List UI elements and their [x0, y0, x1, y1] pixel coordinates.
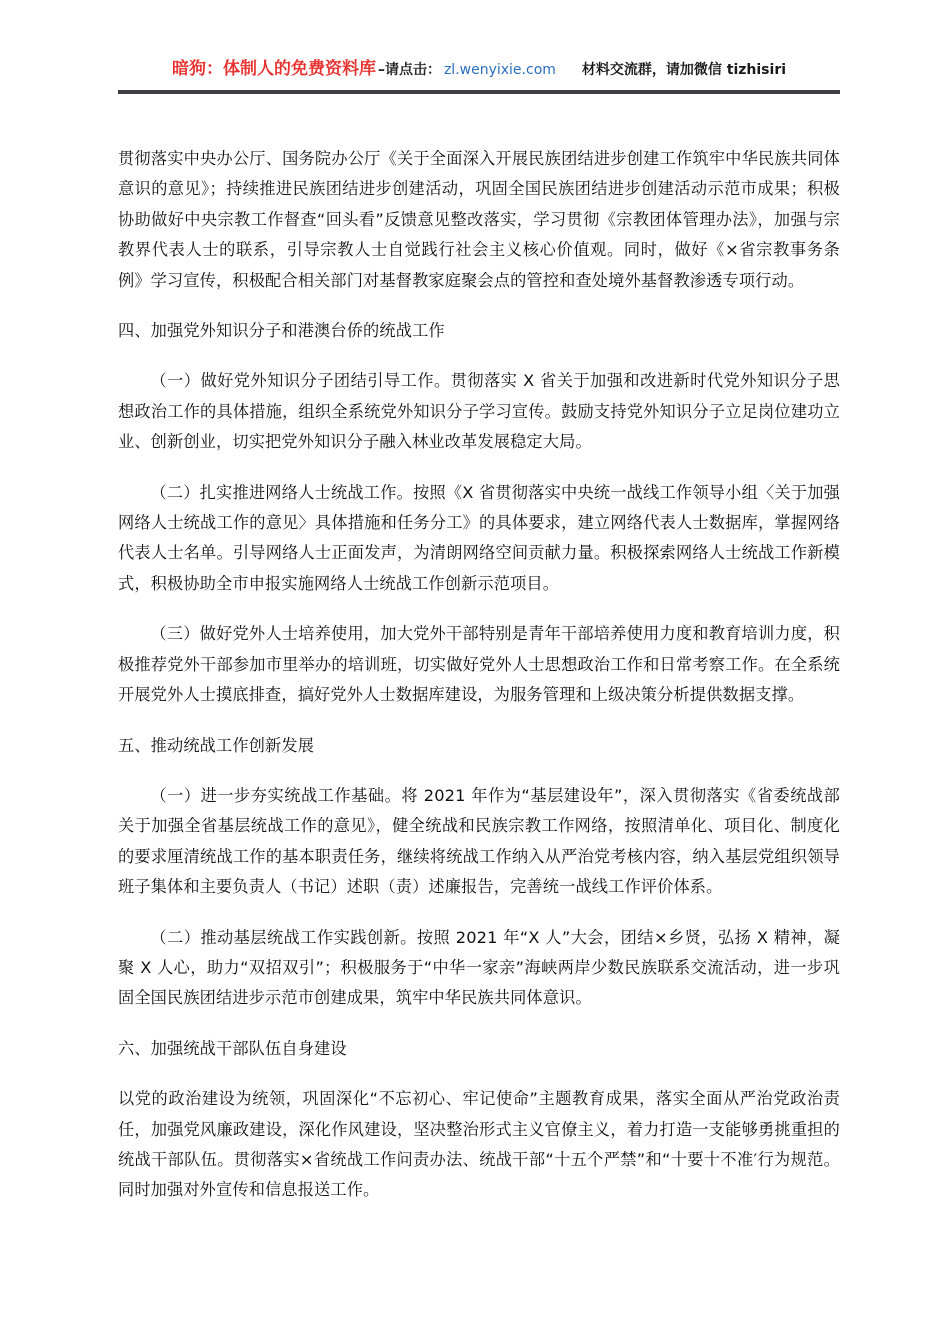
- paragraph-6-body: 以党的政治建设为统领，巩固深化“不忘初心、牢记使命”主题教育成果，落实全面从严治党政治责任，加强党风廉政建设，深化作风建设，坚决整治形式主义官僚主义，着力打造一支能够勇挑重担的统战干部队伍。贯彻落实×省统战工作问责办法、统战干部“十五个严禁”和“十要十不准′行为规范。同时加强对外宣传和信息报送工作。: [118, 1089, 840, 1200]
- heading-section-six: 六、加强统战干部队伍自身建设: [118, 1038, 347, 1058]
- promo-click-label: –请点击：: [377, 62, 441, 78]
- paragraph-religious-affairs: 贯彻落实中央办公厅、国务院办公厅《关于全面深入开展民族团结进步创建工作筑牢中华民族共同体意识的意见》；持续推进民族团结进步创建活动，巩固全国民族团结进步创建活动示范市成果；积极协助做好中央宗教工作督查“回头看”反馈意见整改落实，学习贯彻《宗教团体管理办法》，加强与宗教界代表人士的联系，引导宗教人士自觉践行社会主义核心价值观。同时，做好《×省宗教事务条例》学习宣传，积极配合相关部门对基督教家庭聚会点的管控和查处境外基督教渗透专项行动。: [118, 149, 840, 290]
- heading-section-four: 四、加强党外知识分子和港澳台侨的统战工作: [118, 321, 445, 341]
- promo-site-link[interactable]: zl.wenyixie.com: [443, 62, 556, 78]
- paragraph-5-1: （一）进一步夯实统战工作基础。将 2021 年作为“基层建设年”，深入贯彻落实《省委统战部关于加强全省基层统战工作的意见》，健全统战和民族宗教工作网络，按照清单化、项目化、制度化的要求厘清统战工作的基本职责任务，继续将统战工作纳入从严治党考核内容，纳入基层党组织领导班子集体和主要负责人（书记）述职（责）述廉报告，完善统一战线工作评价体系。: [118, 785, 840, 897]
- paragraph-4-2: （二）扎实推进网络人士统战工作。按照《X 省贯彻落实中央统一战线工作领导小组〈关于加强网络人士统战工作的意见〉具体措施和任务分工》的具体要求，建立网络代表人士数据库，掌握网络代表人士名单。引导网络人士正面发声，为清朗网络空间贡献力量。积极探索网络人士统战工作新模式，积极协助全市申报实施网络人士统战工作创新示范项目。: [118, 482, 840, 593]
- promo-banner-line: [118, 58, 840, 84]
- header-divider: [118, 90, 840, 94]
- heading-section-five: 五、推动统战工作创新发展: [118, 735, 315, 755]
- paragraph-5-2: （二）推动基层统战工作实践创新。按照 2021 年“X 人”大会，团结×乡贤，弘扬 X 精神，凝聚 X 人心，助力“双招双引”；积极服务于“中华一家亲”海峡两岸少数民族联系交流活动，进一步巩固全国民族团结进步示范市创建成果，筑牢中华民族共同体意识。: [118, 927, 840, 1008]
- document-body: [118, 144, 840, 1226]
- promo-banner: [118, 58, 840, 84]
- promo-wechat-label: 材料交流群，请加微信 tizhisiri: [581, 62, 787, 78]
- paragraph-4-1: （一）做好党外知识分子团结引导工作。贯彻落实 X 省关于加强和改进新时代党外知识分子思想政治工作的具体措施，组织全系统党外知识分子学习宣传。鼓励支持党外知识分子立足岗位建功立业、创新创业，切实把党外知识分子融入林业改革发展稳定大局。: [118, 371, 840, 452]
- paragraph-4-3: （三）做好党外人士培养使用，加大党外干部特别是青年干部培养使用力度和教育培训力度，积极推荐党外干部参加市里举办的培训班，切实做好党外人士思想政治工作和日常考察工作。在全系统开展党外人士摸底排查，搞好党外人士数据库建设，为服务管理和上级决策分析提供数据支撑。: [118, 624, 840, 705]
- promo-title: 暗狗：体制人的免费资料库: [171, 59, 376, 79]
